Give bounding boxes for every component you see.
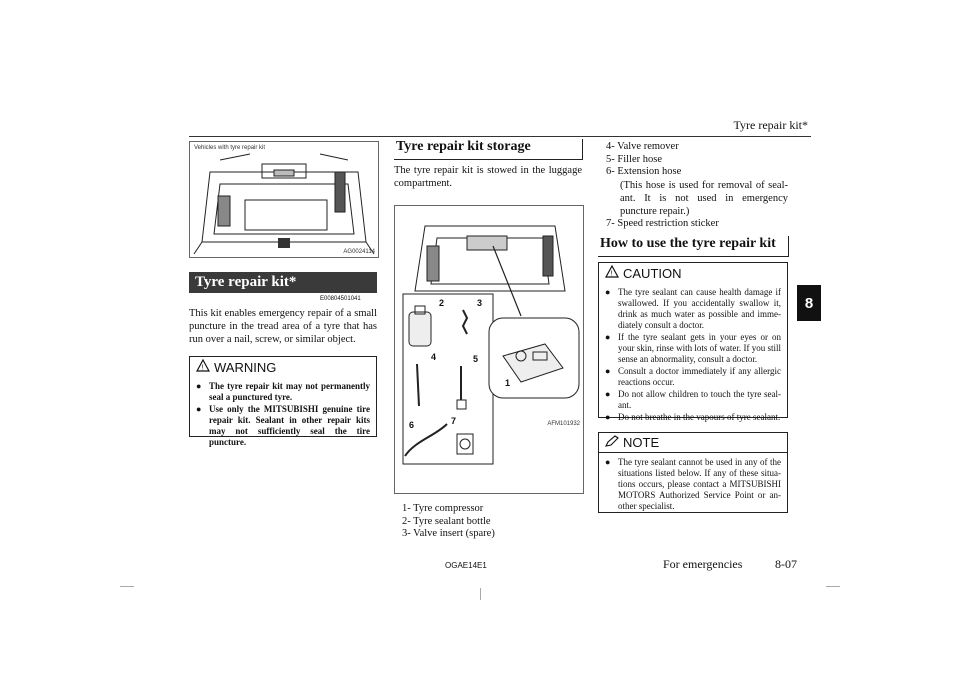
howto-heading: How to use the tyre repair kit <box>600 236 776 251</box>
crop-mark <box>480 588 481 600</box>
caution-box <box>598 262 788 422</box>
kit-figure <box>394 205 584 494</box>
page-number: 8-07 <box>775 557 797 571</box>
note-list <box>599 453 787 517</box>
legend-item: 2- Tyre sealant bottle <box>402 515 491 527</box>
warning-list <box>190 377 376 453</box>
note-header <box>599 433 787 453</box>
list-item: ● Do not allow children to touch the tyre seal-ant. <box>605 389 781 411</box>
kit-illustration <box>395 206 583 493</box>
crop-mark <box>120 586 134 587</box>
crop-mark <box>826 586 840 587</box>
list-item: ● Do not breathe in the vapours of tyre sealant. <box>605 412 781 423</box>
svg-text:!: ! <box>201 364 204 372</box>
callout-4: 4 <box>431 352 437 362</box>
legend-item: 6- Extension hose <box>606 166 682 177</box>
warning-box <box>189 356 377 447</box>
luggage-figure <box>189 141 379 258</box>
list-item: ● The tyre repair kit may not permanently seal a punctured tyre. <box>196 381 370 403</box>
legend-item: 7- Speed restriction sticker <box>606 217 719 229</box>
note-box <box>598 432 788 513</box>
warning-header <box>190 357 376 377</box>
callout-3: 3 <box>477 298 483 308</box>
list-item: ● Use only the MITSUBISHI genuine tire repair kit. Sealant in other repair kits may not sufficiently seal the tire puncture. <box>196 404 370 448</box>
svg-text:!: ! <box>610 270 613 278</box>
figure-code: AFM101932 <box>547 421 580 427</box>
extension-note: (This hose is used for removal of seal-ant. It is not used in emergency puncture repair.) <box>620 179 788 217</box>
legend-item: 4- Valve remover <box>606 141 679 152</box>
callout-2: 2 <box>439 298 445 308</box>
legend-item: 3- Valve insert (spare) <box>402 528 495 539</box>
figure-caption: Vehicles with tyre repair kit <box>194 145 266 151</box>
howto-heading-box <box>598 236 789 257</box>
caution-title: CAUTION <box>623 265 682 281</box>
warning-triangle-icon <box>196 359 210 375</box>
chapter-tab: 8 <box>797 285 821 321</box>
caution-list <box>599 283 787 428</box>
note-title: NOTE <box>623 435 660 450</box>
intro-paragraph: This kit enables emergency repair of a small puncture in the tread area of a tyre that has run over a nail, screw, or similar object. <box>189 308 377 345</box>
figure-code: AG0024114 <box>343 249 375 255</box>
caution-triangle-icon <box>605 265 619 281</box>
list-item: ● Consult a doctor immediately if any allergic reactions occur. <box>605 366 781 388</box>
legend-item: 1- Tyre compressor <box>402 503 484 514</box>
legend-list <box>606 141 788 230</box>
legend-item: 5- Filler hose <box>606 153 662 165</box>
list-item: ● If the tyre sealant gets in your eyes or on your skin, rinse with lots of water. If you still sense an abnormality, consult a doctor. <box>605 332 781 365</box>
callout-6: 6 <box>409 420 415 430</box>
list-item: ● The tyre sealant cannot be used in any of the situations listed below. If any of these situa-tions occurs, please contact a MITSUBISHI MOTORS Authorized Service Point or an-other specialist. <box>605 457 781 512</box>
legend-list <box>402 503 582 541</box>
footer-section: For emergencies <box>663 557 743 571</box>
storage-paragraph: The tyre repair kit is stowed in the luggage compartment. <box>394 165 582 189</box>
storage-heading-box <box>394 139 583 160</box>
caution-header <box>599 263 787 283</box>
document-code: OGAE14E1 <box>445 561 487 570</box>
warning-title: WARNING <box>214 359 277 375</box>
running-header: Tyre repair kit* <box>733 118 808 132</box>
section-banner: Tyre repair kit* <box>189 272 377 293</box>
reference-code: E00804501041 <box>320 296 361 302</box>
luggage-illustration <box>190 142 378 257</box>
header-rule <box>189 136 811 137</box>
list-item: ● The tyre sealant can cause health damage if swallowed. If you accidentally swallow it, drink as much water as possible and imme-diately consult a doctor. <box>605 287 781 331</box>
callout-1: 1 <box>505 378 511 388</box>
pencil-icon <box>605 435 619 450</box>
callout-5: 5 <box>473 354 479 364</box>
callout-7: 7 <box>451 416 457 426</box>
storage-heading: Tyre repair kit storage <box>396 139 531 154</box>
